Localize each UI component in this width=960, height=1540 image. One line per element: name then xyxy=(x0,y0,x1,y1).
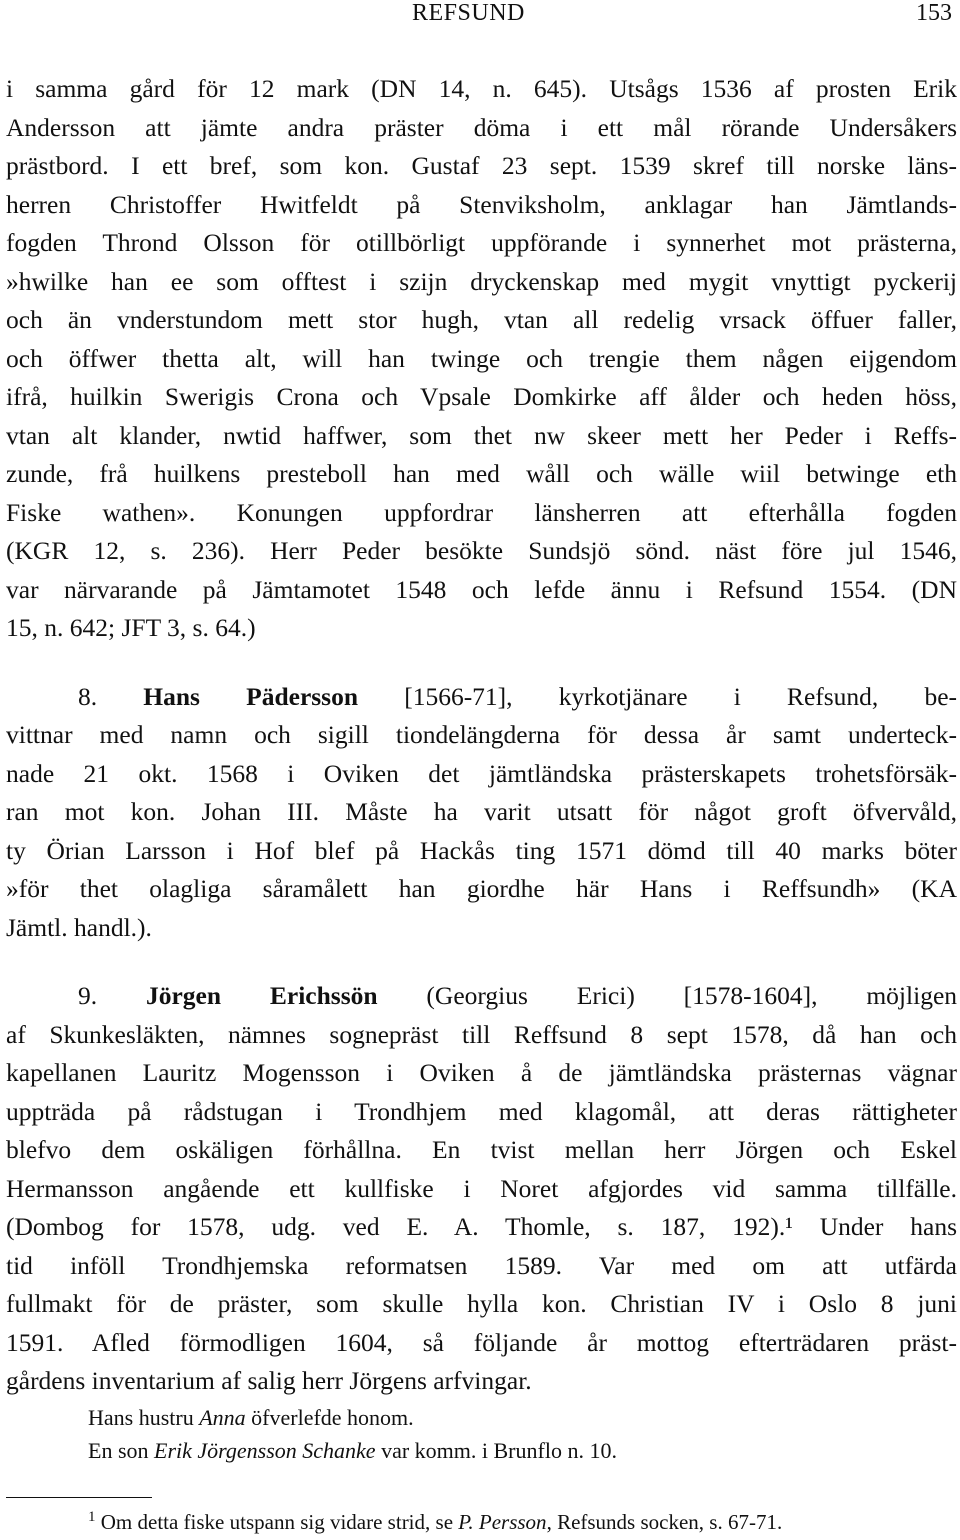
note-text: öfverlefde honom. xyxy=(245,1404,414,1430)
running-head: REFSUND xyxy=(412,0,525,26)
wife-name: Anna xyxy=(199,1404,246,1430)
entry-name: Hans Pädersson xyxy=(143,681,359,711)
entry-9-first-line xyxy=(6,977,957,1016)
entry-text: (Georgius Erici) [1578-1604], möjligen xyxy=(426,981,958,1010)
entry-8-first-line xyxy=(6,678,957,717)
text-line: nade 21 okt. 1568 i Oviken det jämtländska prästerskapets trohetsförsäk- xyxy=(6,758,957,788)
body-text xyxy=(6,70,957,1467)
entry-text: [1566-71], kyrkotjänare i Refsund, be- xyxy=(404,681,958,711)
note-text: var komm. i Brunflo n. 10. xyxy=(375,1437,617,1463)
footnote xyxy=(88,1510,782,1535)
text-line: »hwilke han ee som offtest i szijn dryckenskap med mygit vnyttigt pyckerij xyxy=(6,266,957,296)
footnote-rule xyxy=(6,1497,152,1498)
footnote-text: , Refsunds socken, s. 67-71. xyxy=(546,1510,783,1534)
text-line: var närvarande på Jämtamotet 1548 och lefde ännu i Refsund 1554. (DN xyxy=(6,574,957,604)
text-line: fogden Thrond Olsson för otillbörligt uppförande i synnerhet mot prästerna, xyxy=(6,228,957,257)
text-line: vittnar med namn och sigill tiondelängderna för dessa år samt underteck- xyxy=(6,720,957,749)
footnote-text: Om detta fiske utspann sig vidare strid, se xyxy=(95,1510,459,1534)
entry-number: 8. xyxy=(78,681,98,711)
page-number: 153 xyxy=(916,0,952,26)
text-line: fullmakt för de präster, som skulle hylla kon. Christian IV i Oslo 8 juni xyxy=(6,1289,957,1318)
entry-name: Jörgen Erichssön xyxy=(145,981,378,1010)
text-line: tid inföll Trondhjemska reformatsen 1589. Var med om att utfärda xyxy=(6,1250,957,1280)
son-note xyxy=(6,1434,957,1467)
text-line: ran mot kon. Johan III. Måste ha varit utsatt för något groft öfvervåld, xyxy=(6,797,957,826)
text-line: Jämtl. handl.). xyxy=(6,912,152,942)
footnote-marker: 1 xyxy=(88,1509,96,1525)
paragraph-gap xyxy=(6,947,957,977)
text-line: och öffwer thetta alt, will han twinge och trengie them någen eijgendom xyxy=(6,343,957,373)
text-line: Fiske wathen». Konungen uppfordrar länsherren att efterhålla fogden xyxy=(6,497,957,527)
text-line: Andersson att jämte andra präster döma i ett mål rörande Undersåkers xyxy=(6,112,957,142)
text-line: kapellanen Lauritz Mogensson i Oviken å de jämtländska prästernas vägnar xyxy=(6,1058,957,1087)
text-line: uppträda på rådstugan i Trondhjem med klagomål, att deras rättigheter xyxy=(6,1096,957,1126)
note-text: En son xyxy=(88,1437,154,1463)
text-line: Hermansson angående ett kullfiske i Noret afgjordes vid samma tillfälle. xyxy=(6,1173,957,1203)
text-line: (KGR 12, s. 236). Herr Peder besökte Sundsjö sönd. näst före jul 1546, xyxy=(6,536,957,565)
text-line: vtan alt klander, nwtid haffwer, som thet nw skeer mett her Peder i Reffs- xyxy=(6,420,957,450)
text-line: ifrå, huilkin Swerigis Crona och Vpsale Domkirke aff ålder och heden höss, xyxy=(6,382,957,411)
paragraph-gap xyxy=(6,648,957,678)
note-text: Hans hustru xyxy=(88,1404,200,1430)
entry-number: 9. xyxy=(78,981,98,1010)
wife-note xyxy=(6,1401,957,1434)
text-line: (Dombog for 1578, udg. ved E. A. Thomle, s. 187, 192).¹ Under hans xyxy=(6,1212,957,1241)
text-line: af Skunkesläkten, nämnes sognepräst till Reffsund 8 sept 1578, då han och xyxy=(6,1019,957,1049)
text-line: gårdens inventarium af salig herr Jörgens arfvingar. xyxy=(6,1366,532,1395)
text-line: prästbord. I ett bref, som kon. Gustaf 23 sept. 1539 skref till norske läns- xyxy=(6,151,957,180)
text-line: i samma gård för 12 mark (DN 14, n. 645). Utsågs 1536 af prosten Erik xyxy=(6,74,957,103)
text-line: herren Christoffer Hwitfeldt på Stenviksholm, anklagar han Jämtlands- xyxy=(6,189,957,219)
footnote-author: P. Persson xyxy=(458,1510,547,1534)
text-line: 15, n. 642; JFT 3, s. 64.) xyxy=(6,613,256,642)
text-line: zunde, frå huilkens presteboll han med wåll och wälle wiil betwinge eth xyxy=(6,459,957,488)
text-line: och än vnderstundom mett stor hugh, vtan all redelig vrsack öffuer faller, xyxy=(6,305,957,334)
page-header xyxy=(0,0,960,28)
text-line: »för thet olagliga såramålett han giordhe här Hans i Reffsundh» (KA xyxy=(6,874,957,903)
text-line: blefvo dem oskäligen förhållna. En tvist mellan herr Jörgen och Eskel xyxy=(6,1135,957,1164)
text-line: ty Örian Larsson i Hof blef på Hackås ting 1571 dömd till 40 marks böter xyxy=(6,835,957,865)
son-name: Erik Jörgensson Schanke xyxy=(154,1437,376,1463)
text-line: 1591. Afled förmodligen 1604, så följande år mottog efterträdaren präst- xyxy=(6,1327,957,1357)
